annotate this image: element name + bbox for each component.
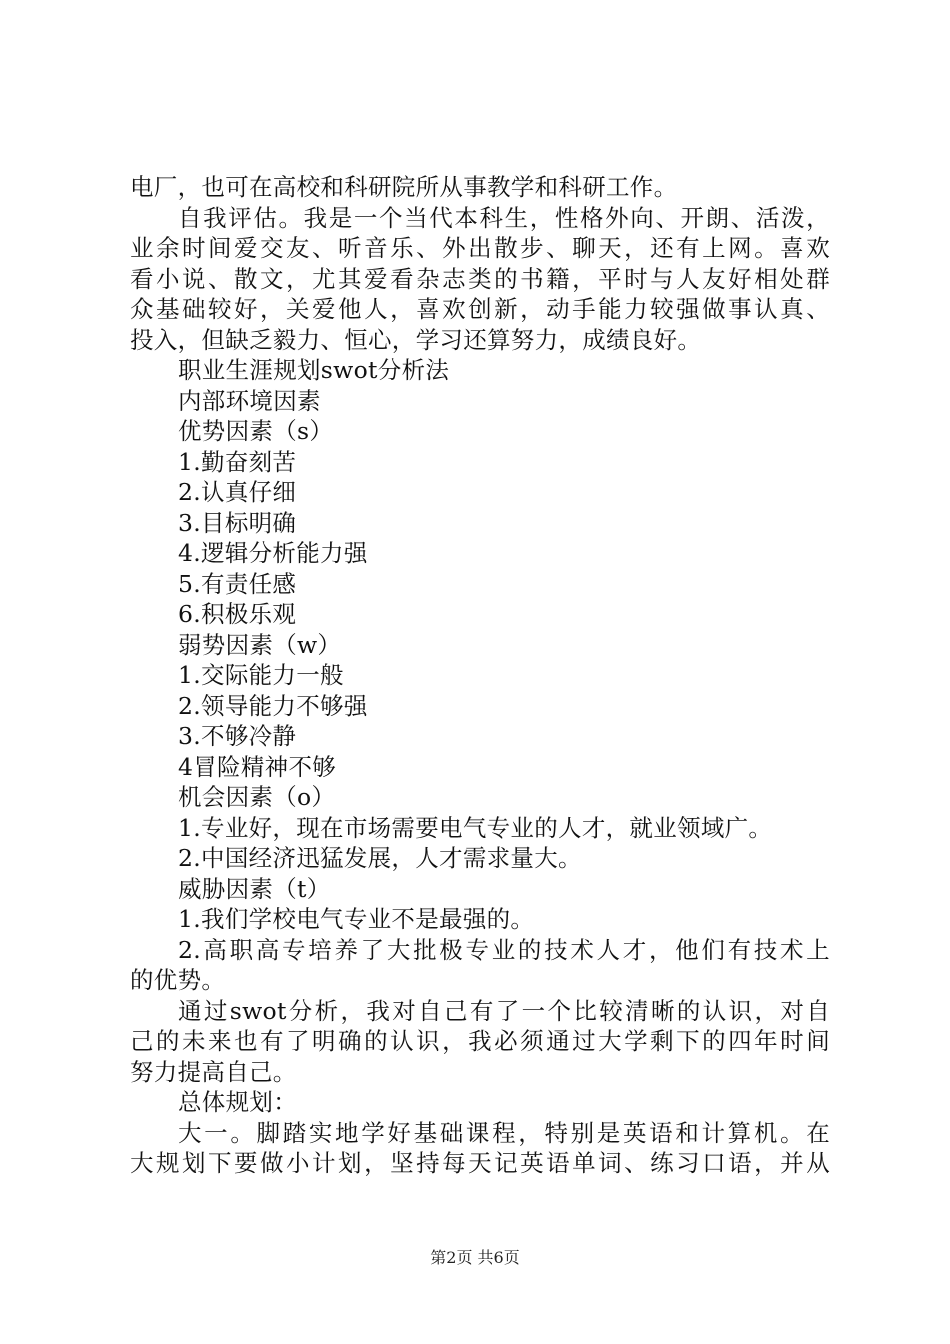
text-line: 众基础较好，关爱他人，喜欢创新，动手能力较强做事认真、 bbox=[130, 295, 830, 323]
text-line: 4.逻辑分析能力强 bbox=[178, 539, 368, 567]
text-line: 大一。脚踏实地学好基础课程，特别是英语和计算机。在 bbox=[178, 1118, 830, 1147]
page-footer bbox=[0, 1245, 950, 1268]
text-line: 5.有责任感 bbox=[178, 569, 297, 598]
text-line: 6.积极乐观 bbox=[178, 600, 297, 628]
text-line: 2.认真仔细 bbox=[178, 478, 297, 506]
text-line: 看小说、散文，尤其爱看杂志类的书籍，平时与人友好相处群 bbox=[130, 264, 830, 293]
text-line: 自我评估。我是一个当代本科生，性格外向、开朗、活泼， bbox=[178, 203, 830, 232]
text-line: 1.勤奋刻苦 bbox=[178, 447, 297, 476]
text-line: 威胁因素（t） bbox=[178, 874, 331, 903]
text-line: 3.目标明确 bbox=[178, 508, 297, 537]
text-line: 1.专业好，现在市场需要电气专业的人才，就业领域广。 bbox=[178, 813, 773, 842]
text-line: 大规划下要做小计划，坚持每天记英语单词、练习口语，并从 bbox=[130, 1149, 830, 1177]
text-line: 3.不够冷静 bbox=[178, 722, 297, 750]
text-line: 投入，但缺乏毅力、恒心，学习还算努力，成绩良好。 bbox=[130, 325, 702, 354]
text-line: 努力提高自己。 bbox=[130, 1057, 297, 1086]
text-line: 己的未来也有了明确的认识，我必须通过大学剩下的四年时间 bbox=[130, 1027, 830, 1055]
text-line: 机会因素（o） bbox=[178, 783, 336, 811]
text-line: 职业生涯规划swot分析法 bbox=[178, 356, 450, 384]
text-line: 4冒险精神不够 bbox=[178, 752, 337, 781]
text-line: 的优势。 bbox=[130, 966, 226, 994]
text-line: 2.高职高专培养了大批极专业的技术人才，他们有技术上 bbox=[178, 935, 830, 964]
text-line: 业余时间爱交友、听音乐、外出散步、聊天，还有上网。喜欢 bbox=[130, 234, 830, 262]
document-body bbox=[130, 172, 830, 1179]
text-line: 2.领导能力不够强 bbox=[178, 691, 368, 720]
text-line: 1.交际能力一般 bbox=[178, 661, 344, 689]
text-line: 优势因素（s） bbox=[178, 417, 334, 445]
text-line: 内部环境因素 bbox=[178, 386, 321, 415]
text-line: 弱势因素（w） bbox=[178, 630, 342, 659]
text-line: 总体规划： bbox=[178, 1088, 297, 1116]
page-number-label: 第2页 共6页 bbox=[430, 1248, 520, 1267]
text-line: 1.我们学校电气专业不是最强的。 bbox=[178, 905, 535, 933]
text-line: 通过swot分析，我对自己有了一个比较清晰的认识，对自 bbox=[178, 996, 830, 1025]
text-line: 电厂，也可在高校和科研院所从事教学和科研工作。 bbox=[130, 173, 678, 201]
text-line: 2.中国经济迅猛发展，人才需求量大。 bbox=[178, 844, 582, 872]
